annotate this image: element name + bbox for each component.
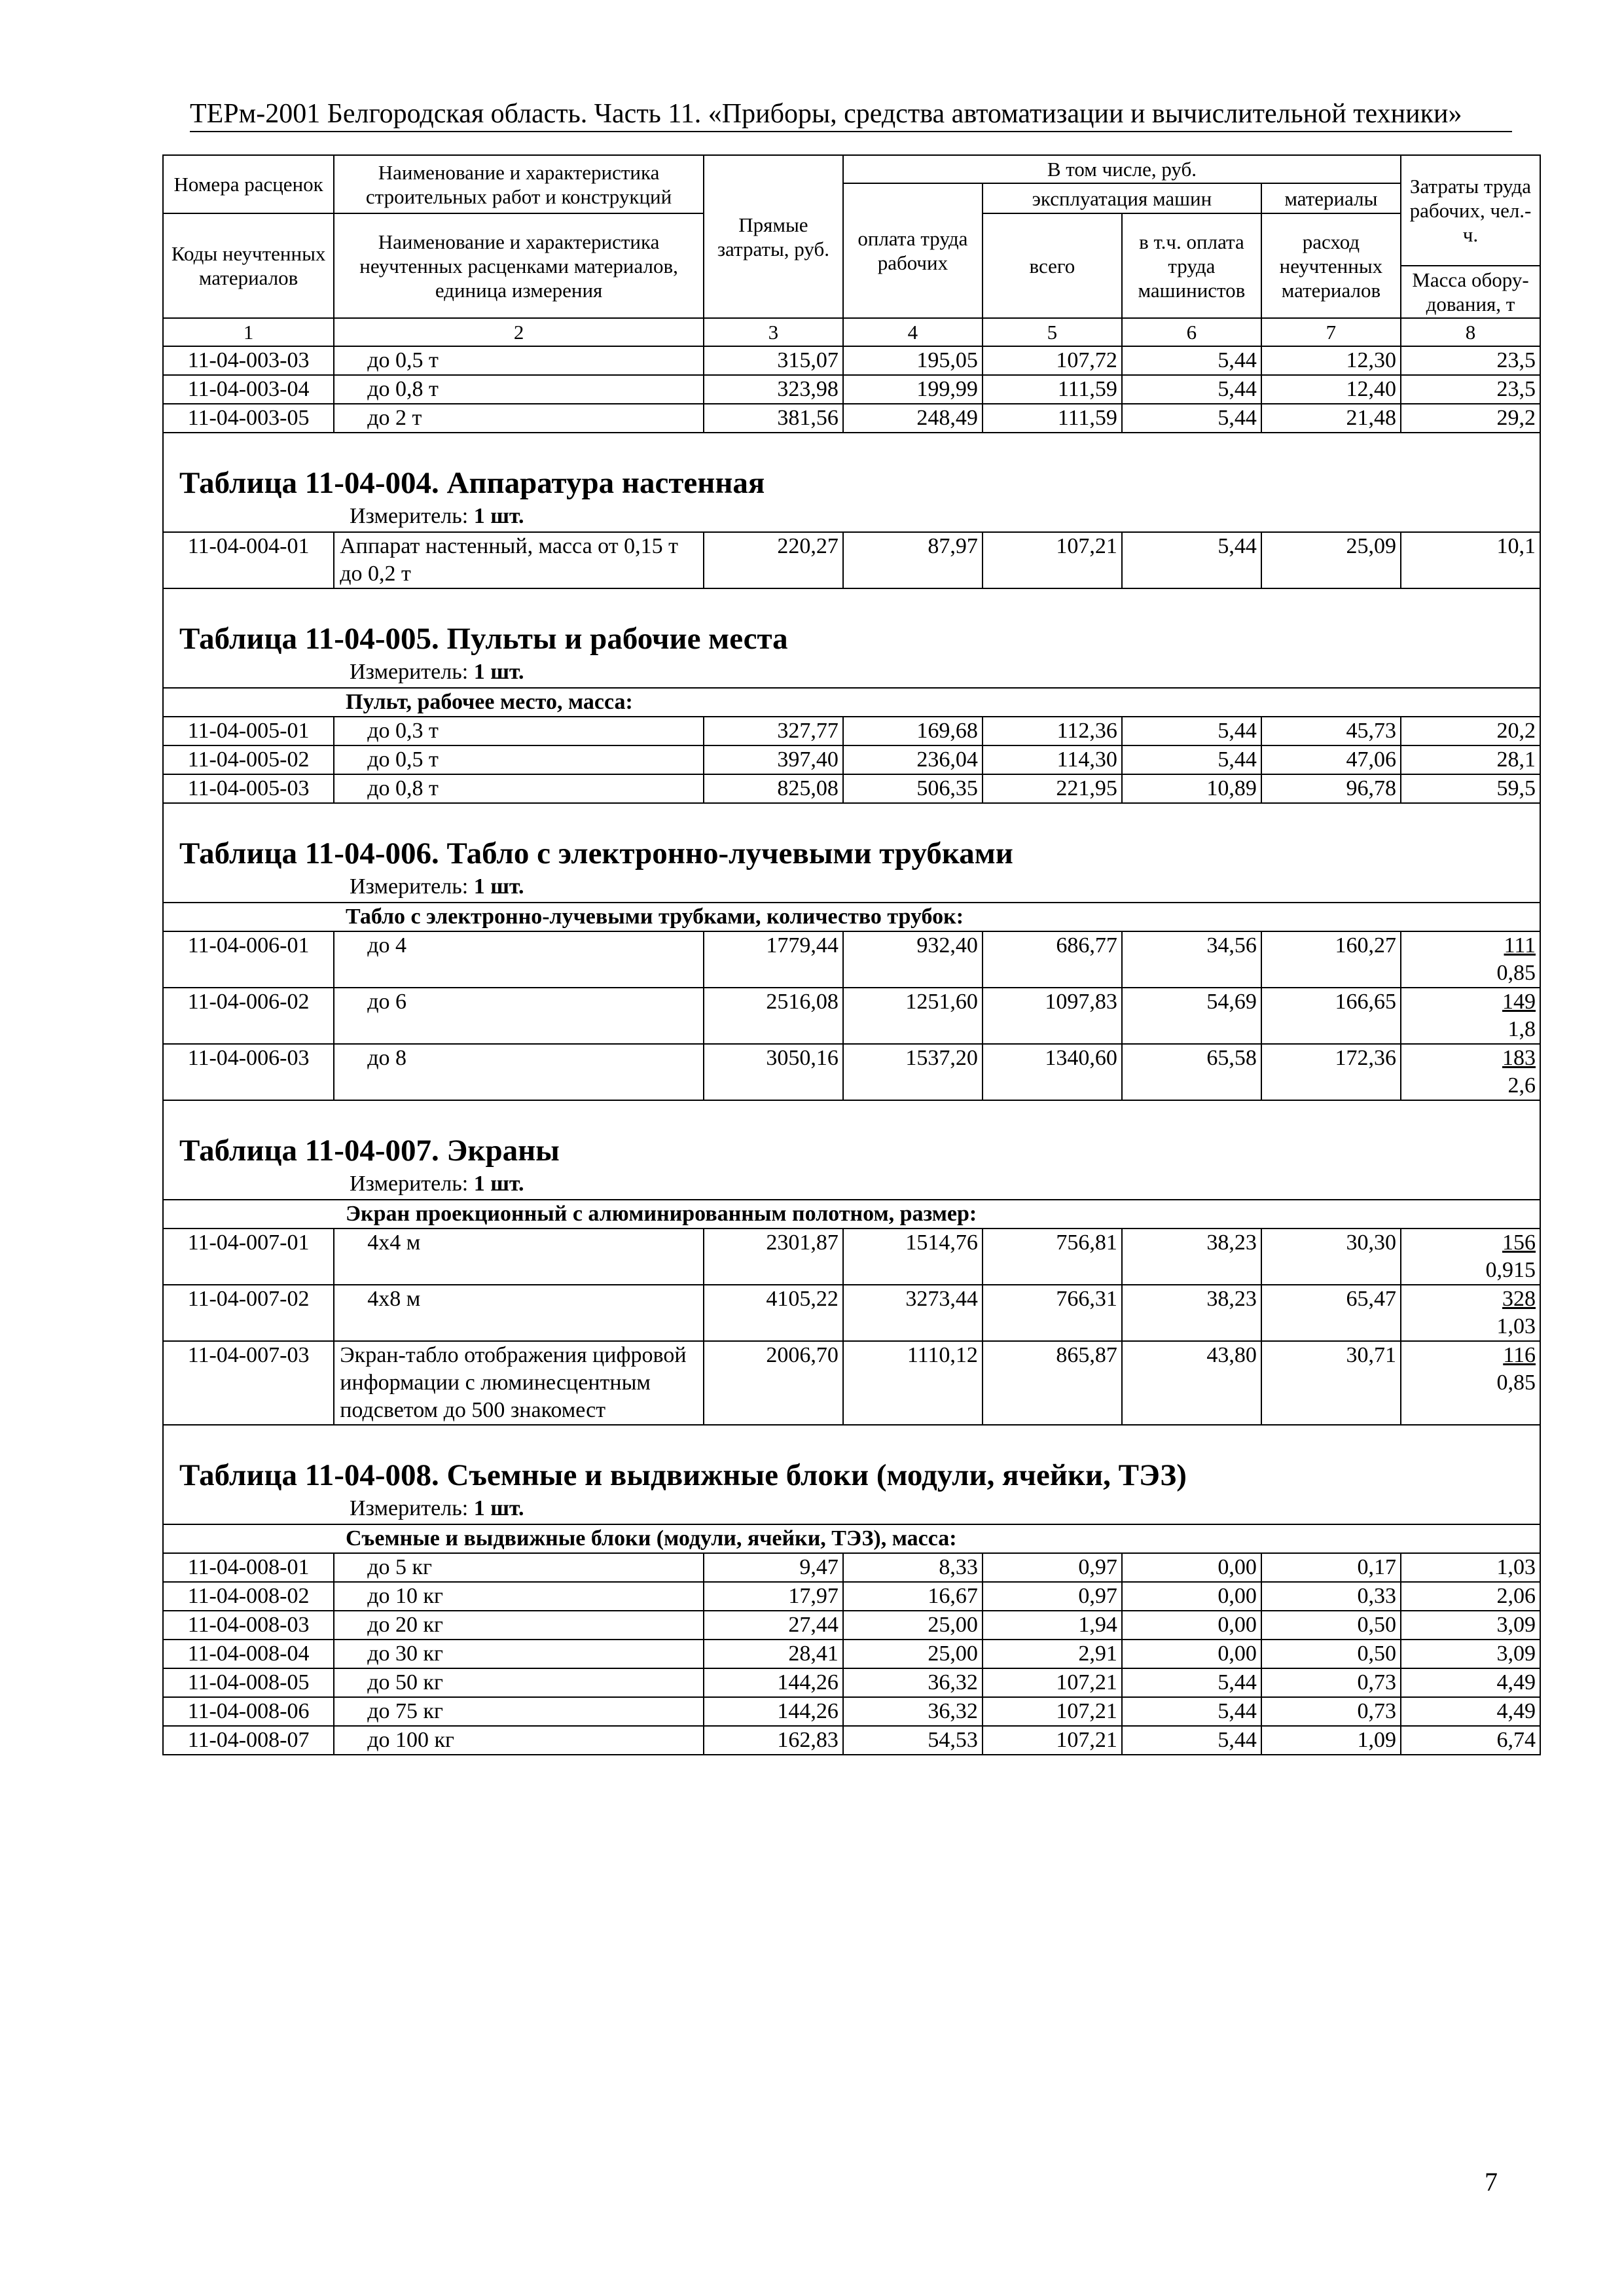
- table-row: [163, 1640, 1540, 1668]
- direct-cost-cell: 315,07: [704, 346, 843, 375]
- header-col1-top: Номера расценок: [163, 155, 334, 213]
- table-row: [163, 931, 1540, 988]
- table-row: [163, 1229, 1540, 1285]
- table-row: [163, 745, 1540, 774]
- labor-pay-cell: 87,97: [843, 532, 983, 588]
- materials-cell: 45,73: [1261, 717, 1401, 745]
- header-col7: расход неучтенных материалов: [1261, 213, 1401, 318]
- rate-name: до 0,5 т: [334, 745, 704, 774]
- machinist-pay-cell: 5,44: [1122, 404, 1261, 433]
- rate-code: 11-04-006-03: [163, 1044, 334, 1100]
- subheader: Съемные и выдвижные блоки (модули, ячейки, ТЭЗ), масса:: [163, 1524, 1540, 1553]
- materials-cell: 0,33: [1261, 1582, 1401, 1611]
- machinist-pay-cell: 5,44: [1122, 1697, 1261, 1726]
- header-incl: В том числе, руб.: [843, 155, 1401, 183]
- meter-value: 1 шт.: [473, 504, 524, 528]
- machines-total-cell: 107,21: [983, 1697, 1122, 1726]
- header-col2-top: Наименование и характеристика строительных работ и конструкций: [334, 155, 704, 213]
- rate-name: до 30 кг: [334, 1640, 704, 1668]
- machinist-pay-cell: 65,58: [1122, 1044, 1261, 1100]
- rate-code: 11-04-005-01: [163, 717, 334, 745]
- rate-name: Экран-табло отображения цифровой информации с люминесцентным подсветом до 500 знакомест: [334, 1341, 704, 1425]
- table-title: Таблица 11-04-007. Экраны: [179, 1134, 560, 1168]
- meter-row: [163, 1494, 1540, 1524]
- subheader: Экран проекционный с алюминированным полотном, размер:: [163, 1200, 1540, 1229]
- equipment-mass: 2,6: [1507, 1073, 1536, 1098]
- machines-total-cell: 221,95: [983, 774, 1122, 803]
- machines-total-cell: 766,31: [983, 1285, 1122, 1341]
- subheader-row: [163, 1200, 1540, 1229]
- labor-pay-cell: 8,33: [843, 1553, 983, 1582]
- rate-name: до 4: [334, 931, 704, 988]
- meter-row: [163, 501, 1540, 532]
- labor-cost-cell: [1401, 1229, 1540, 1285]
- machinist-pay-cell: 5,44: [1122, 1668, 1261, 1697]
- rate-code: 11-04-007-01: [163, 1229, 334, 1285]
- rate-code: 11-04-006-02: [163, 988, 334, 1044]
- labor-hours-value: 328: [1502, 1287, 1536, 1311]
- labor-pay-cell: 36,32: [843, 1697, 983, 1726]
- table-title-row: [163, 803, 1540, 872]
- table-row: [163, 1582, 1540, 1611]
- labor-pay-cell: 16,67: [843, 1582, 983, 1611]
- labor-pay-cell: 195,05: [843, 346, 983, 375]
- rate-code: 11-04-004-01: [163, 532, 334, 588]
- machinist-pay-cell: 0,00: [1122, 1553, 1261, 1582]
- rate-name: до 100 кг: [334, 1726, 704, 1755]
- machinist-pay-cell: 5,44: [1122, 532, 1261, 588]
- materials-cell: 30,71: [1261, 1341, 1401, 1425]
- materials-cell: 12,30: [1261, 346, 1401, 375]
- materials-cell: 172,36: [1261, 1044, 1401, 1100]
- meter-value: 1 шт.: [473, 660, 524, 684]
- subheader-row: [163, 1524, 1540, 1553]
- rate-name: до 6: [334, 988, 704, 1044]
- labor-cost-cell: 28,1: [1401, 745, 1540, 774]
- labor-cost-cell: 3,09: [1401, 1611, 1540, 1640]
- labor-pay-cell: 506,35: [843, 774, 983, 803]
- header-num: 5: [983, 318, 1122, 346]
- direct-cost-cell: 1779,44: [704, 931, 843, 988]
- direct-cost-cell: 397,40: [704, 745, 843, 774]
- meter: [168, 657, 1536, 687]
- table-title-row: [163, 588, 1540, 657]
- machines-total-cell: 1,94: [983, 1611, 1122, 1640]
- labor-hours-value: 116: [1503, 1343, 1536, 1367]
- materials-cell: 30,30: [1261, 1229, 1401, 1285]
- equipment-mass: 0,85: [1496, 1371, 1536, 1395]
- labor-cost-cell: [1401, 1044, 1540, 1100]
- subheader: Табло с электронно-лучевыми трубками, количество трубок:: [163, 903, 1540, 931]
- direct-cost-cell: 2301,87: [704, 1229, 843, 1285]
- meter-cell: [163, 657, 1540, 688]
- direct-cost-cell: 2006,70: [704, 1341, 843, 1425]
- table-row: [163, 346, 1540, 375]
- table-row: [163, 774, 1540, 803]
- equipment-mass: 0,85: [1496, 961, 1536, 985]
- header-rule: [190, 131, 1512, 132]
- labor-hours: [1405, 932, 1536, 960]
- header-mass: Масса обору-дования, т: [1401, 266, 1540, 318]
- table-title-cell: [163, 1425, 1540, 1494]
- header-num: 6: [1122, 318, 1261, 346]
- meter-label: Измеритель:: [350, 504, 474, 528]
- rate-code: 11-04-005-02: [163, 745, 334, 774]
- table-title-row: [163, 1100, 1540, 1169]
- materials-cell: 12,40: [1261, 375, 1401, 404]
- table-title-row: [163, 433, 1540, 501]
- machines-total-cell: 107,21: [983, 1726, 1122, 1755]
- meter-value: 1 шт.: [473, 1496, 524, 1520]
- labor-hours: [1405, 988, 1536, 1016]
- table-title-cell: [163, 433, 1540, 501]
- table-row: [163, 1611, 1540, 1640]
- machines-total-cell: 107,21: [983, 1668, 1122, 1697]
- table-row: [163, 1668, 1540, 1697]
- meter: [168, 501, 1536, 531]
- labor-cost-cell: 2,06: [1401, 1582, 1540, 1611]
- table-title: Таблица 11-04-008. Съемные и выдвижные блоки (модули, ячейки, ТЭЗ): [179, 1458, 1187, 1492]
- labor-cost-cell: [1401, 988, 1540, 1044]
- equipment-mass: 1,8: [1507, 1017, 1536, 1041]
- table-title: Таблица 11-04-004. Аппаратура настенная: [179, 466, 765, 500]
- materials-cell: 0,50: [1261, 1611, 1401, 1640]
- machinist-pay-cell: 38,23: [1122, 1229, 1261, 1285]
- table-title-row: [163, 1425, 1540, 1494]
- meter-label: Измеритель:: [350, 660, 474, 684]
- materials-cell: 160,27: [1261, 931, 1401, 988]
- meter-label: Измеритель:: [350, 1172, 474, 1196]
- machinist-pay-cell: 5,44: [1122, 745, 1261, 774]
- machinist-pay-cell: 5,44: [1122, 717, 1261, 745]
- machines-total-cell: 1097,83: [983, 988, 1122, 1044]
- machines-total-cell: 107,72: [983, 346, 1122, 375]
- machines-total-cell: 686,77: [983, 931, 1122, 988]
- machinist-pay-cell: 54,69: [1122, 988, 1261, 1044]
- labor-cost-cell: 10,1: [1401, 532, 1540, 588]
- direct-cost-cell: 220,27: [704, 532, 843, 588]
- labor-pay-cell: 25,00: [843, 1640, 983, 1668]
- direct-cost-cell: 3050,16: [704, 1044, 843, 1100]
- labor-cost-cell: 29,2: [1401, 404, 1540, 433]
- machinist-pay-cell: 5,44: [1122, 346, 1261, 375]
- header-machines: эксплуатация машин: [983, 183, 1261, 213]
- direct-cost-cell: 327,77: [704, 717, 843, 745]
- rate-code: 11-04-008-07: [163, 1726, 334, 1755]
- header-col5: всего: [983, 213, 1122, 318]
- rate-code: 11-04-008-04: [163, 1640, 334, 1668]
- machines-total-cell: 865,87: [983, 1341, 1122, 1425]
- materials-cell: 96,78: [1261, 774, 1401, 803]
- header-labor: Затраты труда рабочих, чел.-ч.: [1401, 155, 1540, 266]
- rate-code: 11-04-003-05: [163, 404, 334, 433]
- materials-cell: 21,48: [1261, 404, 1401, 433]
- labor-pay-cell: 236,04: [843, 745, 983, 774]
- rate-code: 11-04-005-03: [163, 774, 334, 803]
- materials-cell: 1,09: [1261, 1726, 1401, 1755]
- equipment-mass: 0,915: [1485, 1258, 1536, 1282]
- meter-label: Измеритель:: [350, 1496, 474, 1520]
- machines-total-cell: 112,36: [983, 717, 1122, 745]
- meter-cell: [163, 872, 1540, 903]
- labor-cost-cell: 3,09: [1401, 1640, 1540, 1668]
- header-col6: в т.ч. оплата труда машинистов: [1122, 213, 1261, 318]
- materials-cell: 65,47: [1261, 1285, 1401, 1341]
- machinist-pay-cell: 5,44: [1122, 375, 1261, 404]
- rate-code: 11-04-007-03: [163, 1341, 334, 1425]
- machinist-pay-cell: 0,00: [1122, 1611, 1261, 1640]
- rate-name: до 10 кг: [334, 1582, 704, 1611]
- labor-pay-cell: 169,68: [843, 717, 983, 745]
- rate-name: до 0,8 т: [334, 375, 704, 404]
- rate-code: 11-04-007-02: [163, 1285, 334, 1341]
- machinist-pay-cell: 43,80: [1122, 1341, 1261, 1425]
- meter-cell: [163, 1169, 1540, 1200]
- rate-name: до 0,5 т: [334, 346, 704, 375]
- rate-name: до 8: [334, 1044, 704, 1100]
- table-row: [163, 717, 1540, 745]
- equipment-mass: 1,03: [1496, 1314, 1536, 1338]
- meter: [168, 872, 1536, 902]
- direct-cost-cell: 27,44: [704, 1611, 843, 1640]
- labor-cost-cell: [1401, 1285, 1540, 1341]
- labor-pay-cell: 199,99: [843, 375, 983, 404]
- meter-value: 1 шт.: [473, 1172, 524, 1196]
- labor-hours-value: 111: [1504, 933, 1536, 958]
- table-row: [163, 532, 1540, 588]
- rate-name: до 75 кг: [334, 1697, 704, 1726]
- rates-table: [162, 154, 1541, 1755]
- table-header: [163, 155, 1540, 346]
- labor-pay-cell: 1537,20: [843, 1044, 983, 1100]
- labor-pay-cell: 36,32: [843, 1668, 983, 1697]
- direct-cost-cell: 9,47: [704, 1553, 843, 1582]
- materials-cell: 0,50: [1261, 1640, 1401, 1668]
- direct-cost-cell: 4105,22: [704, 1285, 843, 1341]
- meter-cell: [163, 1494, 1540, 1524]
- page-number: 7: [1485, 2167, 1498, 2197]
- labor-cost-cell: [1401, 1341, 1540, 1425]
- rates-document: [162, 154, 1541, 1755]
- page-header-title: ТЕРм-2001 Белгородская область. Часть 11. «Приборы, средства автоматизации и вычислительной техники»: [190, 99, 1462, 129]
- labor-cost-cell: 20,2: [1401, 717, 1540, 745]
- meter: [168, 1169, 1536, 1199]
- rate-code: 11-04-006-01: [163, 931, 334, 988]
- labor-cost-cell: 4,49: [1401, 1668, 1540, 1697]
- labor-cost-cell: 23,5: [1401, 346, 1540, 375]
- machines-total-cell: 111,59: [983, 375, 1122, 404]
- machines-total-cell: 2,91: [983, 1640, 1122, 1668]
- subheader: Пульт, рабочее место, масса:: [163, 688, 1540, 717]
- rate-name: Аппарат настенный, масса от 0,15 т до 0,2 т: [334, 532, 704, 588]
- labor-pay-cell: 248,49: [843, 404, 983, 433]
- header-materials: материалы: [1261, 183, 1401, 213]
- machines-total-cell: 114,30: [983, 745, 1122, 774]
- machinist-pay-cell: 0,00: [1122, 1640, 1261, 1668]
- direct-cost-cell: 162,83: [704, 1726, 843, 1755]
- meter-row: [163, 1169, 1540, 1200]
- table-body: [163, 346, 1540, 1755]
- table-title-cell: [163, 1100, 1540, 1169]
- meter-label: Измеритель:: [350, 874, 474, 899]
- materials-cell: 47,06: [1261, 745, 1401, 774]
- table-row: [163, 1553, 1540, 1582]
- header-num: 3: [704, 318, 843, 346]
- materials-cell: 166,65: [1261, 988, 1401, 1044]
- labor-cost-cell: [1401, 931, 1540, 988]
- labor-cost-cell: 4,49: [1401, 1697, 1540, 1726]
- header-num: 7: [1261, 318, 1401, 346]
- rate-name: 4x4 м: [334, 1229, 704, 1285]
- labor-pay-cell: 932,40: [843, 931, 983, 988]
- direct-cost-cell: 2516,08: [704, 988, 843, 1044]
- labor-hours: [1405, 1342, 1536, 1369]
- labor-cost-cell: 1,03: [1401, 1553, 1540, 1582]
- labor-cost-cell: 6,74: [1401, 1726, 1540, 1755]
- table-row: [163, 1044, 1540, 1100]
- direct-cost-cell: 144,26: [704, 1668, 843, 1697]
- table-row: [163, 988, 1540, 1044]
- labor-cost-cell: 59,5: [1401, 774, 1540, 803]
- rate-name: 4x8 м: [334, 1285, 704, 1341]
- rate-code: 11-04-003-04: [163, 375, 334, 404]
- header-num: 1: [163, 318, 334, 346]
- rate-name: до 50 кг: [334, 1668, 704, 1697]
- rate-name: до 0,8 т: [334, 774, 704, 803]
- labor-hours: [1405, 1285, 1536, 1313]
- machines-total-cell: 0,97: [983, 1582, 1122, 1611]
- labor-pay-cell: 1514,76: [843, 1229, 983, 1285]
- table-title-cell: [163, 588, 1540, 657]
- subheader-row: [163, 688, 1540, 717]
- direct-cost-cell: 381,56: [704, 404, 843, 433]
- rate-name: до 20 кг: [334, 1611, 704, 1640]
- machinist-pay-cell: 5,44: [1122, 1726, 1261, 1755]
- table-title-cell: [163, 803, 1540, 872]
- subheader-row: [163, 903, 1540, 931]
- machines-total-cell: 1340,60: [983, 1044, 1122, 1100]
- machines-total-cell: 111,59: [983, 404, 1122, 433]
- labor-pay-cell: 3273,44: [843, 1285, 983, 1341]
- rate-code: 11-04-008-05: [163, 1668, 334, 1697]
- labor-hours-value: 156: [1502, 1230, 1536, 1255]
- header-col3: Прямые затраты, руб.: [704, 155, 843, 318]
- meter: [168, 1494, 1536, 1524]
- rate-code: 11-04-008-06: [163, 1697, 334, 1726]
- machinist-pay-cell: 38,23: [1122, 1285, 1261, 1341]
- direct-cost-cell: 28,41: [704, 1640, 843, 1668]
- materials-cell: 0,73: [1261, 1668, 1401, 1697]
- meter-cell: [163, 501, 1540, 532]
- meter-row: [163, 872, 1540, 903]
- materials-cell: 0,17: [1261, 1553, 1401, 1582]
- rate-code: 11-04-008-01: [163, 1553, 334, 1582]
- rate-code: 11-04-008-02: [163, 1582, 334, 1611]
- materials-cell: 0,73: [1261, 1697, 1401, 1726]
- machines-total-cell: 756,81: [983, 1229, 1122, 1285]
- labor-pay-cell: 25,00: [843, 1611, 983, 1640]
- labor-cost-cell: 23,5: [1401, 375, 1540, 404]
- labor-hours: [1405, 1045, 1536, 1072]
- direct-cost-cell: 17,97: [704, 1582, 843, 1611]
- labor-hours-value: 183: [1502, 1046, 1536, 1070]
- header-num: 4: [843, 318, 983, 346]
- machinist-pay-cell: 34,56: [1122, 931, 1261, 988]
- table-row: [163, 1726, 1540, 1755]
- direct-cost-cell: 144,26: [704, 1697, 843, 1726]
- machinist-pay-cell: 10,89: [1122, 774, 1261, 803]
- table-row: [163, 375, 1540, 404]
- machinist-pay-cell: 0,00: [1122, 1582, 1261, 1611]
- direct-cost-cell: 825,08: [704, 774, 843, 803]
- table-row: [163, 1341, 1540, 1425]
- rate-name: до 0,3 т: [334, 717, 704, 745]
- machines-total-cell: 107,21: [983, 532, 1122, 588]
- direct-cost-cell: 323,98: [704, 375, 843, 404]
- labor-pay-cell: 1110,12: [843, 1341, 983, 1425]
- header-num: 8: [1401, 318, 1540, 346]
- table-row: [163, 1697, 1540, 1726]
- meter-row: [163, 657, 1540, 688]
- table-title: Таблица 11-04-006. Табло с электронно-лучевыми трубками: [179, 836, 1013, 870]
- rate-name: до 5 кг: [334, 1553, 704, 1582]
- rate-code: 11-04-003-03: [163, 346, 334, 375]
- rate-code: 11-04-008-03: [163, 1611, 334, 1640]
- header-col4: оплата труда рабочих: [843, 183, 983, 318]
- machines-total-cell: 0,97: [983, 1553, 1122, 1582]
- labor-pay-cell: 54,53: [843, 1726, 983, 1755]
- meter-value: 1 шт.: [473, 874, 524, 899]
- labor-hours-value: 149: [1502, 990, 1536, 1014]
- materials-cell: 25,09: [1261, 532, 1401, 588]
- table-row: [163, 404, 1540, 433]
- header-col2-bottom: Наименование и характеристика неучтенных расценками материалов, единица измерения: [334, 213, 704, 318]
- labor-hours: [1405, 1229, 1536, 1257]
- rate-name: до 2 т: [334, 404, 704, 433]
- header-num: 2: [334, 318, 704, 346]
- table-row: [163, 1285, 1540, 1341]
- labor-pay-cell: 1251,60: [843, 988, 983, 1044]
- header-col1-bottom: Коды неучтенных материалов: [163, 213, 334, 318]
- table-title: Таблица 11-04-005. Пульты и рабочие места: [179, 622, 788, 656]
